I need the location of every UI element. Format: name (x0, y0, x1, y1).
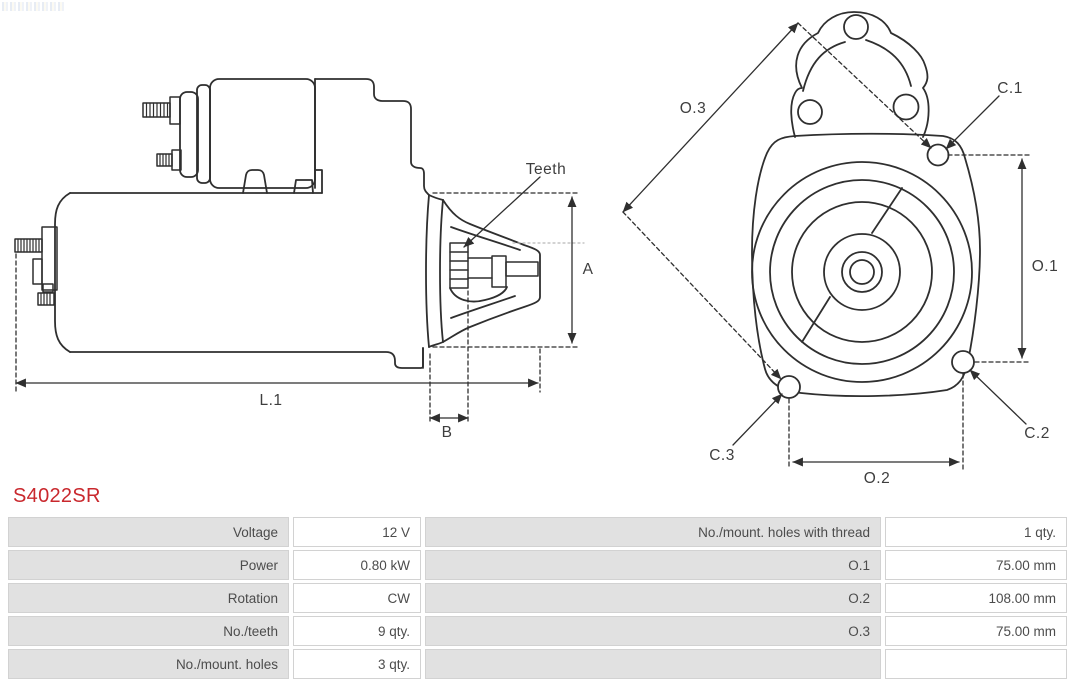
spec-label: O.2 (425, 583, 881, 613)
dimension-l1-label: L.1 (259, 392, 283, 409)
mounting-hole-c2 (952, 351, 974, 373)
dimension-o3-label: O.3 (679, 100, 707, 117)
spec-table (8, 517, 1067, 679)
part-number: S4022SR (13, 485, 101, 507)
dimension-b-label: B (441, 424, 453, 441)
spec-value: 0.80 kW (293, 550, 421, 580)
dimension-c3-label: C.3 (709, 447, 735, 464)
dimension-c1-label: C.1 (997, 80, 1023, 97)
spec-value: 75.00 mm (885, 550, 1067, 580)
spec-label: O.3 (425, 616, 881, 646)
dimension-o1-label: O.1 (1031, 258, 1059, 275)
spec-value (885, 649, 1067, 679)
side-view-dimensions (16, 177, 584, 424)
solenoid (180, 79, 315, 193)
side-view-drawing (15, 79, 594, 441)
rear-bracket (15, 227, 57, 305)
spec-value: 75.00 mm (885, 616, 1067, 646)
bell-mouth-ring (423, 195, 443, 368)
dimension-a-label: A (582, 261, 594, 278)
spec-value: CW (293, 583, 421, 613)
spec-value: 9 qty. (293, 616, 421, 646)
spec-label: No./mount. holes with thread (425, 517, 881, 547)
spec-value: 3 qty. (293, 649, 421, 679)
spec-label: O.1 (425, 550, 881, 580)
mounting-flange (752, 134, 980, 396)
spec-value: 12 V (293, 517, 421, 547)
solenoid-front-silhouette (791, 12, 928, 137)
drive-end-housing-top (315, 79, 429, 195)
solenoid-terminal-studs (143, 97, 181, 170)
spec-label (425, 649, 881, 679)
spec-label: No./mount. holes (8, 649, 289, 679)
motor-body (55, 170, 423, 368)
spec-value: 1 qty. (885, 517, 1067, 547)
spec-label: No./teeth (8, 616, 289, 646)
front-view-drawing (623, 12, 1058, 487)
spec-value: 108.00 mm (885, 583, 1067, 613)
arch-top-hole (844, 15, 868, 39)
spec-label: Power (8, 550, 289, 580)
spec-label: Rotation (8, 583, 289, 613)
dimension-o2-label: O.2 (863, 470, 891, 487)
pinion-gear (450, 243, 538, 288)
teeth-label: Teeth (525, 161, 567, 178)
arch-left-hole (798, 100, 822, 124)
dimension-c2-label: C.2 (1024, 425, 1050, 442)
spec-label: Voltage (8, 517, 289, 547)
